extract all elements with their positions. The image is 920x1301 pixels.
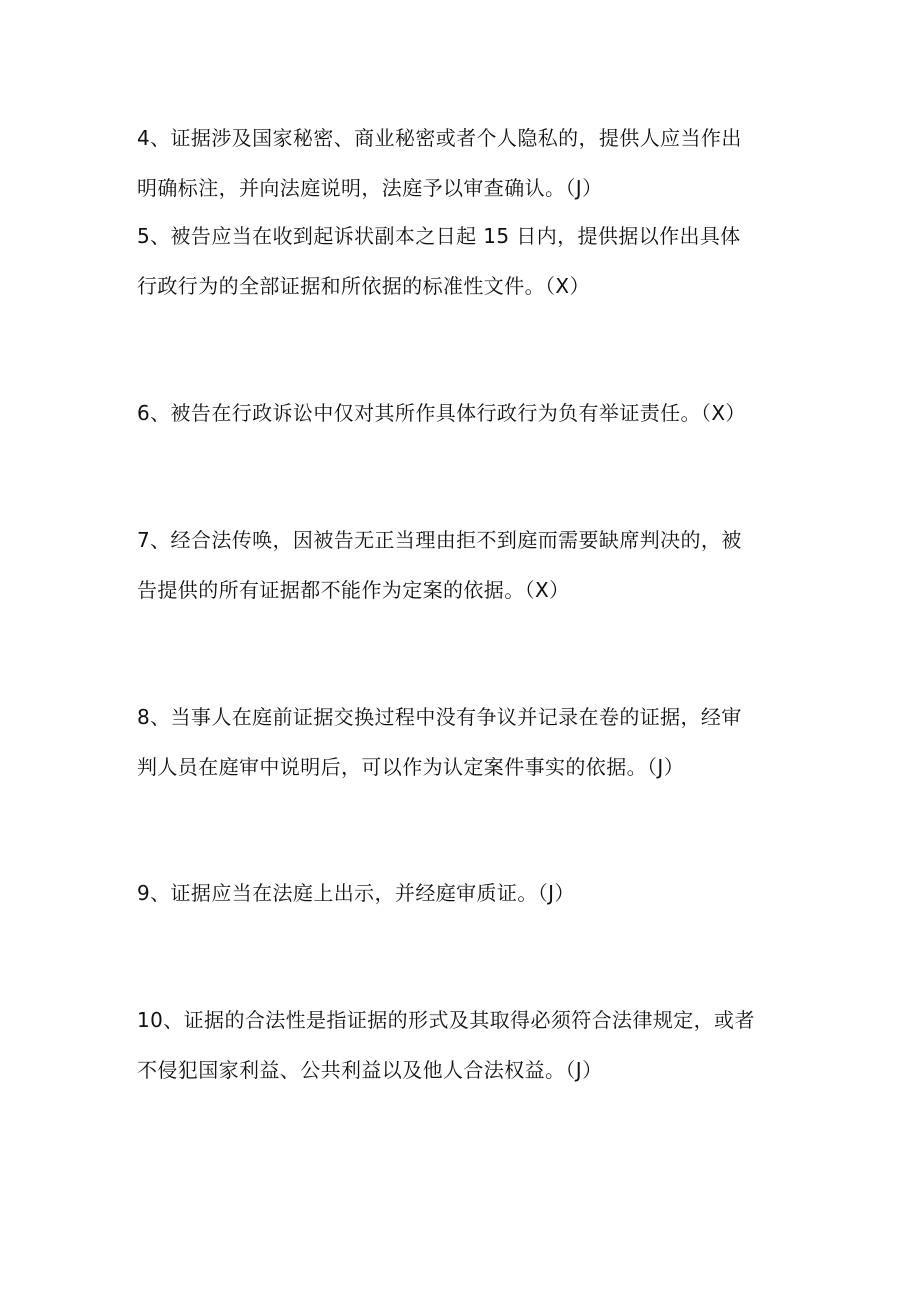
question-7 (137, 515, 787, 615)
question-6 (137, 388, 787, 438)
question-7-line-1: 7、经合法传唤，因被告无正当理由拒不到庭而需要缺席判决的，被 (137, 528, 742, 552)
question-9-line-1: 9、证据应当在法庭上出示，并经庭审质证。（J） (137, 881, 575, 905)
question-10-line-1: 10、证据的合法性是指证据的形式及其取得必须符合法律规定，或者 (137, 1008, 755, 1032)
question-9 (137, 868, 787, 918)
question-10 (137, 995, 787, 1095)
question-4 (137, 113, 787, 213)
question-8 (137, 692, 787, 792)
question-8-line-1: 8、当事人在庭前证据交换过程中没有争议并记录在卷的证据，经审 (137, 705, 742, 729)
question-4-line-2: 明确标注，并向法庭说明，法庭予以审查确认。（J） (137, 176, 603, 200)
question-10-line-2: 不侵犯国家利益、公共利益以及他人合法权益。（J） (137, 1058, 603, 1082)
question-5 (137, 211, 787, 311)
question-7-line-2: 告提供的所有证据都不能作为定案的依据。（X） (137, 578, 570, 602)
question-5-line-2: 行政行为的全部证据和所依据的标准性文件。（X） (137, 274, 590, 298)
question-8-line-2: 判人员在庭审中说明后，可以作为认定案件事实的依据。（J） (137, 755, 685, 779)
question-4-line-1: 4、证据涉及国家秘密、商业秘密或者个人隐私的，提供人应当作出 (137, 126, 742, 150)
question-5-line-1: 5、被告应当在收到起诉状副本之日起 15 日内，提供据以作出具体 (137, 224, 741, 248)
question-6-line-1: 6、被告在行政诉讼中仅对其所作具体行政行为负有举证责任。（X） (137, 401, 746, 425)
